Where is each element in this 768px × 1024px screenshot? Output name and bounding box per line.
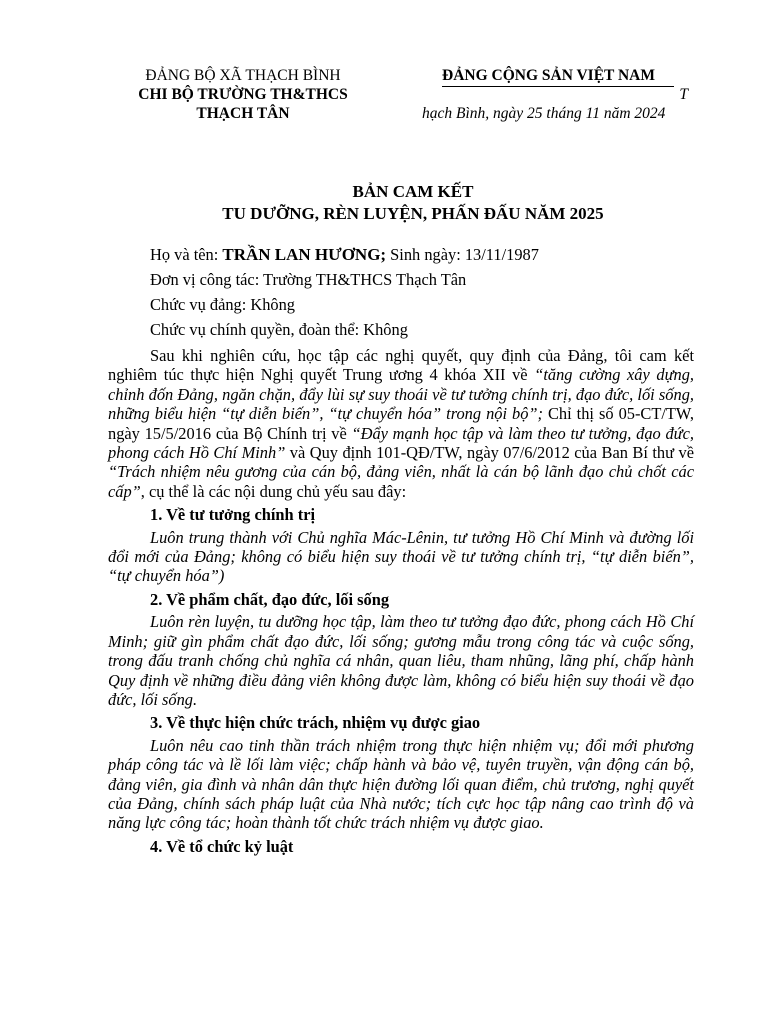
- document-title: [108, 181, 718, 225]
- intro-text-4: , cụ thể là các nội dung chủ yếu sau đây:: [140, 481, 407, 501]
- document-body: [108, 346, 694, 859]
- title-line-1: BẢN CAM KẾT: [352, 182, 474, 201]
- title-line-2: TU DƯỠNG, RÈN LUYỆN, PHẤN ĐẤU NĂM 2025: [222, 204, 604, 223]
- school-name: THẠCH TÂN: [196, 105, 290, 122]
- name-row: [150, 242, 730, 267]
- section-text: Luôn trung thành với Chủ nghĩa Mác-Lênin, tư tưởng Hồ Chí Minh và đường lối đổi mới của Đảng; không có biểu hiện suy thoái về tư tưởng chính trị, “tự diễn biến”, “tự chuyển hóa”): [108, 527, 694, 586]
- section-heading: 2. Về phẩm chất, đạo đức, lối sống: [150, 589, 390, 609]
- header-right: [410, 66, 700, 123]
- section-text: Luôn nêu cao tinh thần trách nhiệm trong thực hiện nhiệm vụ; đổi mới phương pháp công tác và lề lối làm việc; chấp hành và bảo vệ, tuyên truyền, vận động cán bộ, đảng viên, gia đình và nhân dân thực hiện đường lối quan điểm, chủ trương, nghị quyết của Đảng, chính sách pháp luật của Nhà nước; tích cực học tập nâng cao trình độ và năng lực công tác; hoàn thành tốt chức trách nhiệm vụ được giao.: [108, 735, 694, 833]
- party-name: ĐẢNG CỘNG SẢN VIỆT NAM: [442, 67, 656, 84]
- intro-text-3: và Quy định 101-QĐ/TW, ngày 07/6/2012 của Ban Bí thư về: [285, 443, 694, 463]
- full-name: TRẦN LAN HƯƠNG;: [222, 245, 387, 264]
- intro-text-1: Sau khi nghiên cứu, học tập các nghị quyết, quy định của Đảng, tôi cam kết nghiêm túc thực hiện Nghị quyết Trung ương 4 khóa XII về: [108, 346, 694, 385]
- intro-quote-3: “Trách nhiệm nêu gương của cán bộ, đảng viên, nhất là cán bộ lãnh đạo chủ chốt các cấp”: [108, 462, 694, 501]
- personal-info: [150, 242, 730, 342]
- name-label: Họ và tên:: [150, 245, 223, 264]
- party-cell-name: CHI BỘ TRƯỜNG TH&THCS: [138, 86, 348, 103]
- place-date: hạch Bình, ngày 25 tháng 11 năm 2024: [422, 105, 666, 122]
- date-fragment: T: [679, 86, 688, 103]
- intro-quote-2: “Đẩy mạnh học tập và làm theo tư tưởng, đạo đức, phong cách Hồ Chí Minh”: [108, 423, 694, 463]
- party-committee-name: ĐẢNG BỘ XÃ THẠCH BÌNH: [145, 67, 341, 84]
- intro-quote-1: “tăng cường xây dựng, chỉnh đốn Đảng, ngăn chặn, đẩy lùi sự suy thoái về tư tưởng chính trị, đạo đức, lối sống, những biểu hiện “tự diễn biến”, “tự chuyển hóa” trong nội bộ”;: [108, 365, 694, 424]
- intro-paragraph: [108, 346, 694, 501]
- section-heading: 4. Về tổ chức kỷ luật: [150, 836, 294, 856]
- intro-text-2: Chỉ thị số 05-CT/TW, ngày 15/5/2016 của Bộ Chính trị về: [108, 404, 694, 443]
- work-unit: Đơn vị công tác: Trường TH&THCS Thạch Tân: [150, 270, 467, 289]
- government-position: Chức vụ chính quyền, đoàn thể: Không: [150, 320, 408, 339]
- section-text: Luôn rèn luyện, tu dưỡng học tập, làm theo tư tưởng đạo đức, phong cách Hồ Chí Minh; giữ gìn phẩm chất đạo đức, lối sống; gương mẫu trong công tác và cuộc sống, trong đấu tranh chống chủ nghĩa cá nhân, quan liêu, tham nhũng, lãng phí, chấp hành Quy định về những điều đảng viên không được làm, không có biểu hiện suy thoái về đạo đức, lối sống.: [108, 612, 694, 709]
- header-left: [108, 66, 378, 123]
- section-heading: 3. Về thực hiện chức trách, nhiệm vụ được giao: [150, 713, 481, 733]
- date-of-birth: Sinh ngày: 13/11/1987: [386, 245, 539, 264]
- party-position: Chức vụ đảng: Không: [150, 295, 296, 314]
- header-underline: [442, 86, 674, 87]
- section-heading: 1. Về tư tưởng chính trị: [150, 505, 316, 525]
